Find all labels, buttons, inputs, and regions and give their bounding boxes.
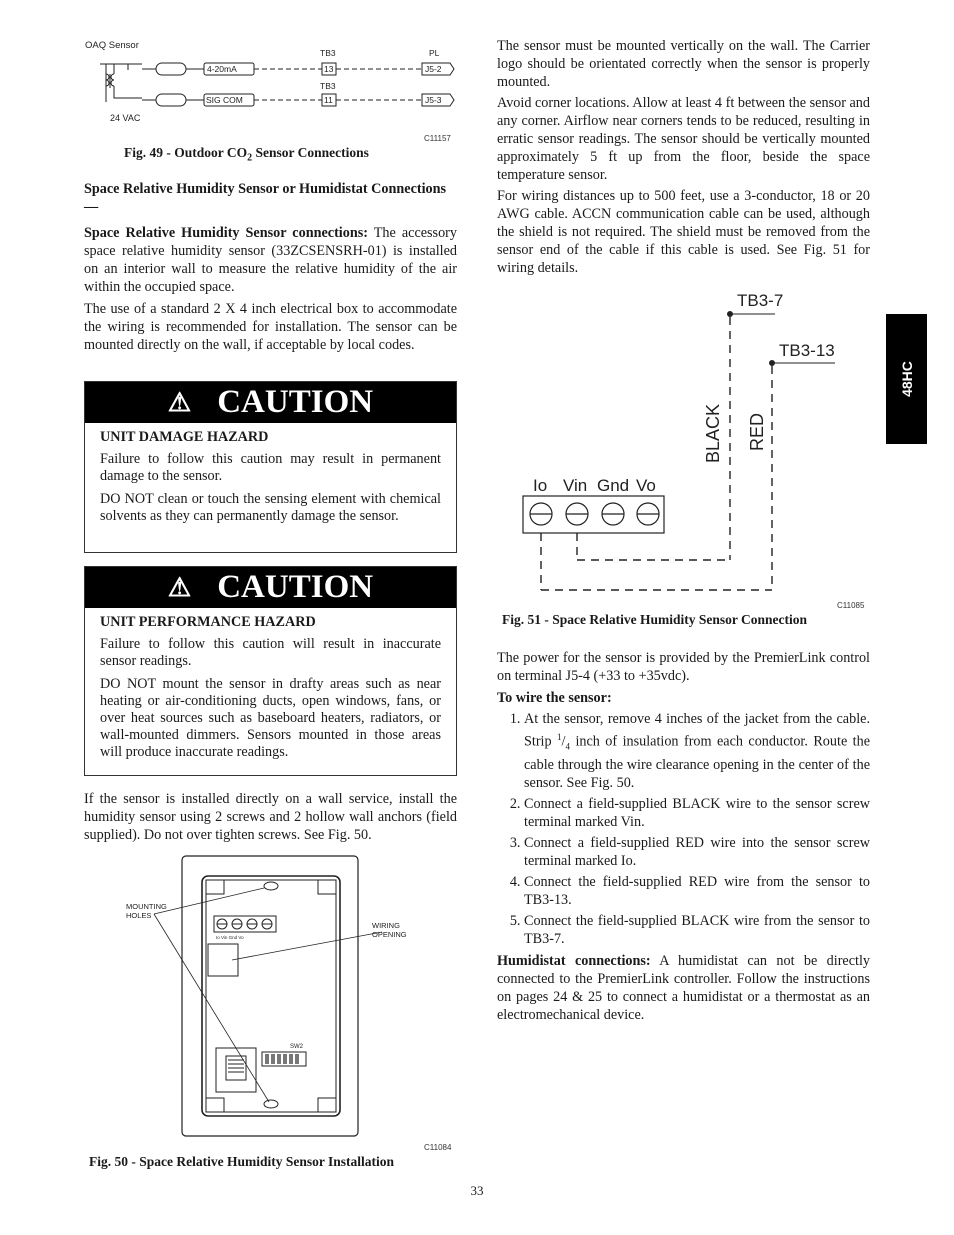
power-paragraph: The power for the sensor is provided by the PremierLink control on terminal J5-4 (+33 to +35vdc). — [497, 650, 870, 684]
fig51-io-label: Io — [533, 476, 548, 495]
fig50-sensor-svg — [124, 852, 460, 1152]
caution-text-2: DO NOT clean or touch the sensing element with chemical solvents as they can permanently damage the sensor. — [100, 491, 441, 524]
fig49-caption — [124, 145, 464, 164]
fig49-j1: J5-2 — [425, 64, 442, 74]
mounting-guidance — [497, 37, 870, 277]
wall-mount-paragraph: If the sensor is installed directly on a wall service, install the humidity sensor using 2 screws and 2 hollow wall anchors (field supplied). Do not over tighten screws. See Fig. 50. — [84, 791, 457, 843]
fig49-oaq-label: OAQ Sensor — [85, 40, 139, 51]
section-paragraph-1 — [84, 224, 457, 296]
caution-title: CAUTION — [217, 569, 374, 605]
wiring-step-5: 5. Connect the field-supplied BLACK wire from the sensor to TB3-7. — [524, 912, 870, 948]
warning-triangle-icon: ⚠ — [167, 387, 192, 417]
caution-title: CAUTION — [217, 384, 374, 420]
fig50-diagram — [124, 852, 460, 1152]
fig51-wiring-svg — [497, 285, 870, 610]
fig51-diagram — [497, 285, 870, 610]
section-rh-sensor — [84, 180, 457, 354]
fig49-term1: 13 — [324, 64, 334, 74]
right-paragraph-2: Avoid corner locations. Allow at least 4 ft between the sensor and any corner. Airflow near corners tends to be reduced, resulting in erratic sensor readings. The sensor should be vertically mounted approximately 5 ft up from the floor, beside the space temperature sensor. — [497, 95, 870, 183]
fig51-tb37-label: TB3-7 — [737, 291, 784, 310]
humidistat-text: A humidistat can not be directly connected to the PremierLink controller. Follow the instructions on pages 24 & 25 to connect a humidistat or a thermostat as an electromechanical device. — [497, 952, 870, 1023]
fig50-code: C11084 — [424, 1143, 452, 1152]
fig51-black-label: BLACK — [703, 403, 723, 463]
fig51-vin-label: Vin — [563, 476, 588, 495]
caution-banner — [85, 567, 456, 608]
caution-text-1: Failure to follow this caution may result in permanent damage to the sensor. — [100, 451, 441, 484]
fig49-code: C11157 — [424, 134, 451, 143]
fig49-tb3-bottom: TB3 — [320, 81, 336, 91]
side-tab-label: 48HC — [898, 361, 915, 397]
fig49-sig2: SIG COM — [206, 95, 243, 105]
humidistat-lead: Humidistat connections: — [497, 952, 651, 969]
wiring-step-1: 1. At the sensor, remove 4 inches of the jacket from the cable. Strip $^1/_4$ inch of insulation from each conductor. Route the cable through the wire clearance opening in the center of the sensor. See Fig. 50. — [524, 710, 870, 792]
wiring-step-3: 3. Connect a field-supplied RED wire into the sensor screw terminal marked Io. — [524, 834, 870, 870]
fig49-vac-label: 24 VAC — [110, 113, 141, 123]
wiring-steps — [497, 710, 870, 948]
wiring-step-2: 2. Connect a field-supplied BLACK wire to the sensor screw terminal marked Vin. — [524, 795, 870, 831]
section-heading: Space Relative Humidity Sensor or Humidistat Connections — — [84, 181, 447, 215]
humidistat-paragraph — [497, 952, 870, 1024]
step1-text-a: At the sensor, remove 4 inches of the jacket from the cable. Strip — [524, 711, 870, 750]
fig51-caption: Fig. 51 - Space Relative Humidity Sensor Connection — [502, 612, 807, 627]
fig51-code: C11085 — [837, 601, 865, 610]
section-paragraph-2: The use of a standard 2 X 4 inch electrical box to accommodate the wiring is recommended for installation. The sensor can be mounted directly on the wall, if acceptable by local codes. — [84, 301, 457, 353]
fig51-red-label: RED — [747, 412, 767, 451]
section-lead: Space Relative Humidity Sensor connections: — [84, 225, 368, 241]
caution-heading: UNIT PERFORMANCE HAZARD — [100, 614, 316, 630]
wiring-instructions — [497, 649, 870, 1024]
warning-triangle-icon: ⚠ — [167, 572, 192, 602]
step1-frac-den: 4 — [565, 741, 570, 752]
fig49-diagram — [84, 36, 457, 146]
fig49-caption-pre: Fig. 49 - Outdoor CO — [124, 145, 248, 160]
fig50-sw2-label: SW2 — [290, 1044, 304, 1050]
caution-heading: UNIT DAMAGE HAZARD — [100, 429, 269, 445]
wall-mount-paragraph-wrap — [84, 790, 457, 844]
fig50-terminal-labels: Io Vin Gnd Vo — [216, 935, 244, 940]
fig49-pl-label: PL — [429, 48, 440, 58]
wiring-step-4: 4. Connect the field-supplied RED wire from the sensor to TB3-13. — [524, 873, 870, 909]
fig49-tb3-top: TB3 — [320, 48, 336, 58]
caution-text-2: DO NOT mount the sensor in drafty areas such as near heating or air-conditioning ducts, open windows, fans, or over heat sources such as baseboard heaters, radiators, or wall-mounted dimmers. Sensors mounted in those areas will produce inaccurate readings. — [100, 676, 441, 760]
fig49-term2: 11 — [324, 95, 333, 105]
fig49-wiring-svg — [84, 36, 457, 146]
fig51-tb313-label: TB3-13 — [779, 341, 835, 360]
caution-text-1: Failure to follow this caution will result in inaccurate sensor readings. — [100, 636, 441, 669]
fig50-wiring-label: WIRING OPENING — [372, 921, 407, 939]
page-number: 33 — [470, 1183, 484, 1198]
side-tab — [886, 314, 927, 444]
step1-text-b: inch of insulation from each conductor. Route the cable through the wire clearance opening in the center of the sensor. See Fig. 50. — [524, 733, 871, 791]
fig49-j2: J5-3 — [425, 95, 442, 105]
right-paragraph-1: The sensor must be mounted vertically on the wall. The Carrier logo should be orientated correctly when the sensor is properly mounted. — [497, 38, 870, 90]
caution-banner — [85, 382, 456, 423]
fig49-caption-sub: 2 — [247, 152, 253, 164]
fig51-gnd-label: Gnd — [597, 476, 630, 495]
fig49-sig1: 4-20mA — [207, 64, 237, 74]
caution-box-damage — [84, 381, 457, 553]
wire-heading: To wire the sensor: — [497, 690, 612, 706]
fig49-caption-post: Sensor Connections — [252, 145, 369, 160]
fig50-caption: Fig. 50 - Space Relative Humidity Sensor Installation — [89, 1154, 395, 1169]
fig51-vo-label: Vo — [636, 476, 656, 495]
step1-frac-num: 1 — [557, 732, 562, 742]
caution-box-performance — [84, 566, 457, 776]
section-p1-text: The accessory space relative humidity sensor (33ZCSENSRH-01) is installed on an interior wall to measure the relative humidity of the air within the occupied space. — [84, 225, 457, 295]
fig50-mounting-label: MOUNTING HOLES — [126, 902, 167, 920]
right-paragraph-3: For wiring distances up to 500 feet, use a 3-conductor, 18 or 20 AWG cable. ACCN communication cable can be used, although the shield is not required. The shield must be removed from the sensor end of the cable if this cable is used. See Fig. 51 for wiring details. — [497, 188, 870, 276]
